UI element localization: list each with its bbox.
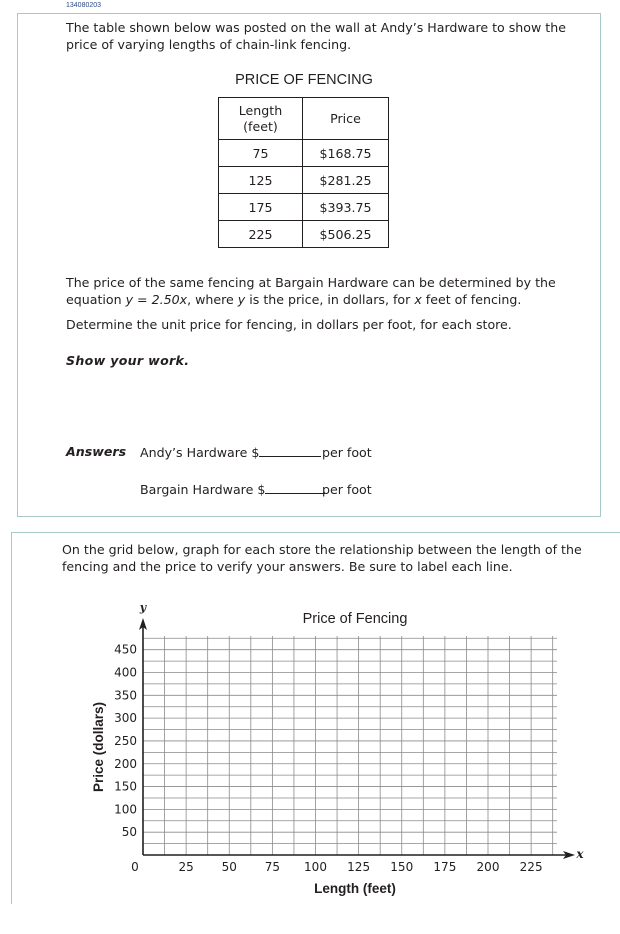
para2-text-d: feet of fencing. — [421, 292, 522, 307]
table-cell-length: 175 — [219, 194, 303, 221]
per-foot-label: per foot — [322, 482, 372, 497]
table-header-length: Length (feet) — [219, 98, 303, 140]
y-tick-label: 200 — [114, 756, 137, 771]
x-tick-label: 0 — [131, 860, 139, 874]
y-tick-label: 400 — [114, 665, 137, 680]
x-tick-label: 50 — [221, 860, 237, 874]
x-tick-label: 150 — [390, 860, 414, 874]
x-tick-label: 75 — [264, 860, 281, 874]
para2-text-c: is the price, in dollars, for — [245, 292, 415, 307]
y-tick-label: 150 — [114, 779, 137, 794]
graph-grid — [143, 636, 557, 855]
table-cell-price: $168.75 — [303, 140, 389, 167]
y-tick-label: 50 — [121, 825, 137, 840]
x-axis-label: Length (feet) — [314, 881, 396, 896]
answers-label: Answers — [66, 444, 127, 459]
chart-title: Price of Fencing — [302, 611, 408, 627]
graph-ticks — [114, 643, 542, 874]
table-cell-length: 75 — [219, 140, 303, 167]
show-work-label: Show your work. — [66, 353, 190, 368]
graph-instructions: On the grid below, graph for each store the relationship between the length of the fencing and the price to verify your answers. Be sure to label each line. — [62, 542, 582, 574]
table-cell-length: 225 — [219, 221, 303, 248]
x-tick-label: 25 — [178, 860, 194, 874]
instruction-text: Determine the unit price for fencing, in dollars per foot, for each store. — [66, 317, 512, 332]
table-cell-price: $281.25 — [303, 167, 389, 194]
per-foot-label: per foot — [322, 445, 372, 460]
y-tick-label: 250 — [114, 733, 137, 748]
var-y: y — [237, 292, 246, 307]
y-axis-label: Price (dollars) — [91, 701, 106, 793]
x-tick-label: 200 — [476, 860, 500, 874]
table-title: PRICE OF FENCING — [235, 72, 373, 88]
para2-text-a: The price of the same fencing at Bargain Hardware can be determined by the equation — [66, 275, 556, 307]
x-tick-label: 175 — [433, 860, 457, 874]
x-axis-variable: x — [576, 847, 584, 861]
y-tick-label: 450 — [114, 642, 137, 657]
table-cell-price: $393.75 — [303, 194, 389, 221]
intro-text: The table shown below was posted on the wall at Andy’s Hardware to show the price of varying lengths of chain-link fencing. — [66, 20, 566, 52]
x-tick-label: 125 — [347, 860, 371, 874]
andy-label: Andy’s Hardware $ — [140, 445, 260, 460]
y-axis-variable: y — [139, 601, 147, 614]
equation: y = 2.50x — [125, 292, 188, 307]
y-tick-label: 300 — [114, 711, 137, 726]
table-cell-price: $506.25 — [303, 221, 389, 248]
x-tick-label: 100 — [304, 860, 327, 874]
x-tick-label: 225 — [519, 860, 543, 874]
table-header-price: Price — [303, 98, 389, 140]
page-code: 134080203 — [66, 2, 102, 9]
var-x: x — [414, 292, 422, 307]
table-cell-length: 125 — [219, 167, 303, 194]
bargain-label: Bargain Hardware $ — [140, 482, 266, 497]
y-tick-label: 100 — [114, 802, 137, 817]
y-tick-label: 350 — [114, 688, 137, 703]
para2-text-b: , where — [187, 292, 238, 307]
